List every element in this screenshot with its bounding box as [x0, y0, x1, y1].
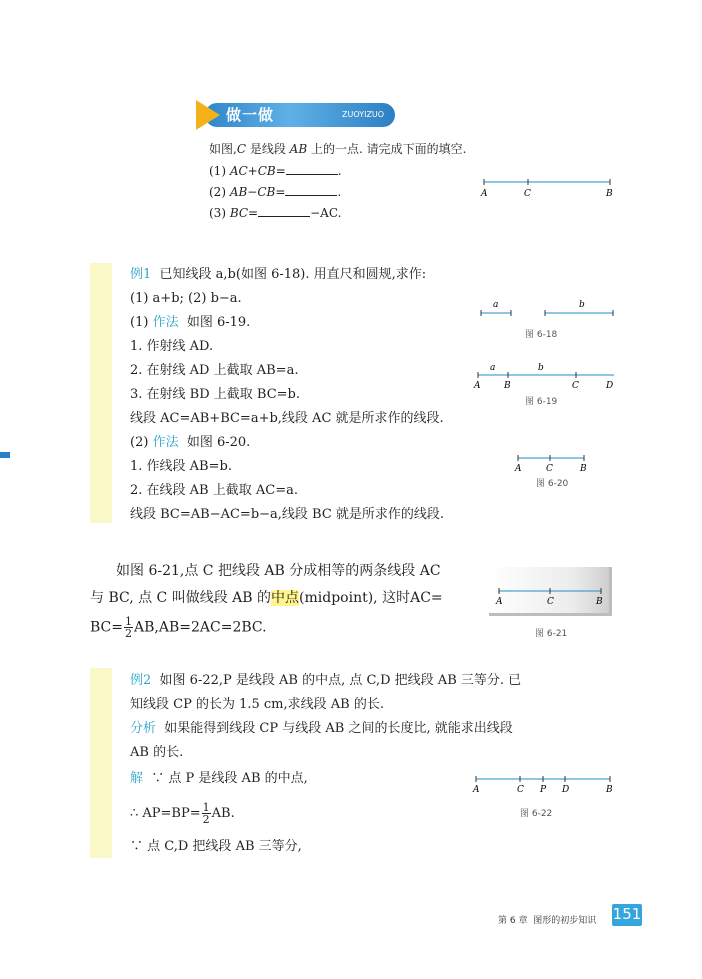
example2-tag: 例2 [130, 673, 152, 688]
solution-step-1: 解 ∵ 点 P 是线段 AB 的中点, [130, 771, 308, 786]
point-label-b: B [606, 785, 613, 795]
point-label-c: C [572, 381, 579, 391]
point-label-c: C [517, 785, 524, 795]
midpoint-line-3: BC= $\frac{1}{2}$ AB,AB=2AC=2BC. [90, 615, 267, 640]
example1-tag: 例1 [130, 267, 152, 282]
banner-title: 做一做 [226, 106, 275, 124]
point-label-a: A [515, 464, 522, 474]
point-label-d: D [562, 785, 570, 795]
figure-6-20-caption: 图 6-20 [536, 479, 569, 489]
point-label-a: A [496, 597, 503, 607]
solution-step-3: ∵ 点 C,D 把线段 AB 三等分, [130, 839, 302, 854]
figure-6-21-caption: 图 6-21 [535, 629, 568, 639]
example1-tasks: (1) a+b; (2) b−a. [130, 291, 242, 306]
example1-part2-head: (2) 作法 如图 6-20. [130, 435, 251, 450]
point-label-a: A [473, 785, 480, 795]
segment-label-a: a [493, 300, 499, 310]
footer-chapter: 第 6 章 图形的初步知识 [498, 916, 597, 926]
example2-line-4: AB 的长. [130, 745, 184, 760]
midpoint-line-2: 与 BC, 点 C 叫做线段 AB 的中点(midpoint), 这时AC= [90, 590, 443, 606]
answer-blank[interactable] [258, 204, 310, 217]
example1-step: 1. 作线段 AB=b. [130, 459, 232, 474]
fraction-half: $\frac{1}{2}$ [125, 615, 132, 640]
example-band [90, 668, 112, 858]
figure-6-22 [468, 770, 618, 796]
example1-step: 3. 在射线 BD 上截取 BC=b. [130, 387, 300, 402]
example2-line-1: 例2 如图 6-22,P 是线段 AB 的中点, 点 C,D 把线段 AB 三等分. 已 [130, 673, 522, 688]
activity-item-1: (1) AC+CB= . [209, 164, 342, 178]
example1-step: 1. 作射线 AD. [130, 339, 214, 354]
figure-6-19 [470, 360, 618, 392]
fraction-half: $\frac{1}{2}$ [202, 801, 210, 826]
example-band [90, 263, 112, 523]
point-label-c: C [524, 189, 531, 199]
segment-label-b: b [579, 300, 585, 310]
example1-heading: 例1 已知线段 a,b(如图 6-18). 用直尺和圆规,求作: [130, 267, 427, 282]
chapter-tab-marker [0, 452, 10, 458]
point-label-b: B [606, 189, 613, 199]
point-label-b: B [504, 381, 511, 391]
figure-6-18 [475, 296, 620, 320]
point-label-d: D [606, 381, 614, 391]
example1-part1-head: (1) 作法 如图 6-19. [130, 315, 251, 330]
example1-conclusion-1: 线段 AC=AB+BC=a+b,线段 AC 就是所求作的线段. [130, 411, 444, 426]
activity-segment-figure [478, 172, 618, 202]
figure-6-20 [510, 450, 590, 474]
activity-item-2: (2) AB−CB= . [209, 185, 342, 199]
midpoint-term: 中点 [271, 590, 300, 606]
activity-intro: 如图,C 是线段 AB 上的一点. 请完成下面的填空. [209, 142, 467, 156]
example1-step: 2. 在射线 AD 上截取 AB=a. [130, 363, 299, 378]
activity-item-3: (3) BC= −AC. [209, 206, 342, 220]
example1-conclusion-2: 线段 BC=AB−AC=b−a,线段 BC 就是所求作的线段. [130, 507, 445, 522]
point-label-b: B [596, 597, 603, 607]
answer-blank[interactable] [286, 162, 338, 175]
figure-6-22-caption: 图 6-22 [520, 809, 553, 819]
answer-blank[interactable] [285, 183, 337, 196]
example2-analysis: 分析 如果能得到线段 CP 与线段 AB 之间的长度比, 就能求出线段 [130, 721, 513, 736]
example2-line-2: 知线段 CP 的长为 1.5 cm,求线段 AB 的长. [130, 697, 384, 712]
solution-step-2: ∴ AP=BP= $\frac{1}{2}$ AB. [130, 801, 235, 826]
point-label-c: C [547, 597, 554, 607]
figure-6-18-caption: 图 6-18 [525, 330, 558, 340]
figure-6-21 [489, 567, 611, 615]
figure-6-19-caption: 图 6-19 [525, 397, 558, 407]
midpoint-line-1: 如图 6-21,点 C 把线段 AB 分成相等的两条线段 AC [116, 563, 441, 579]
point-label-a: A [474, 381, 481, 391]
banner-subtitle: ZUOYIZUO [342, 110, 385, 119]
page-number: 151 [612, 904, 642, 926]
point-label-a: A [481, 189, 488, 199]
play-triangle-icon [196, 100, 220, 130]
point-label-c: C [546, 464, 553, 474]
point-label-b: B [580, 464, 587, 474]
segment-label-b: b [538, 363, 544, 373]
example1-step: 2. 在线段 AB 上截取 AC=a. [130, 483, 298, 498]
point-label-p: P [540, 785, 547, 795]
segment-label-a: a [490, 363, 496, 373]
